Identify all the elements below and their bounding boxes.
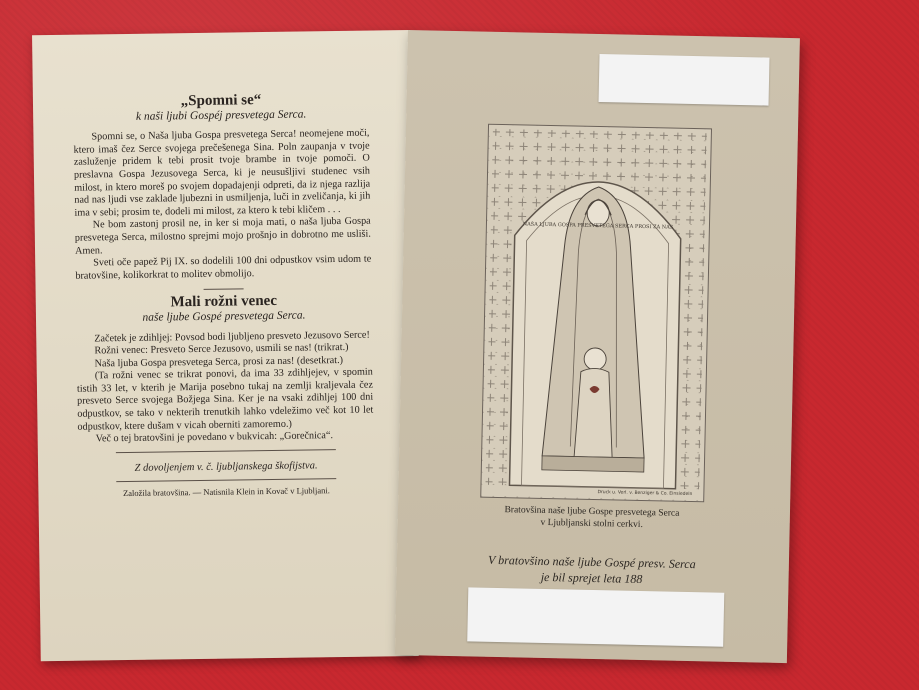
left-page-text <box>73 93 375 501</box>
rosary-subtitle: naše ljube Gospé presvetega Serca. <box>142 309 306 324</box>
prayer-subtitle: k naši ljubi Gospéj presvetega Serca. <box>135 108 307 123</box>
engraving-caption <box>478 504 706 533</box>
rosary-paragraph-4: (Ta rožni venec se trikrat ponovi, da ima 33 zdihljejev, v spomin tistih 33 let, v kterih je Marija posebno tukaj na zemlji kraljevala čez presveto Serce svojega Božjega Sina. Ker je na vsaki zdihljej 100 dni odpustkov, se tako v nekterih trenutkih lahko vdeležimo več kot 10 let odpustkov, ktere dušam v vicah oberniti zamoremo.) <box>76 366 374 433</box>
caption-line-2: v Ljubljanski stolni cerkvi. <box>540 517 643 531</box>
prayer-title: „Spomni se“ <box>180 92 262 110</box>
right-page <box>395 30 800 663</box>
cert-line-1: V bratovšino naše ljube Gospé presv. Serca <box>487 552 696 572</box>
prayer-paragraph-3: Sveti oče papež Pij IX. so dodelili 100 dni odpustkov vsim udom te bratovšine, kolikorkrat to molitev obmolijo. <box>75 253 372 282</box>
rosary-paragraph-2: Rožni venec: Presveto Serce Jezusovo, usmili se nas! (trikrat.) <box>94 341 349 357</box>
madonna-engraving <box>480 124 712 503</box>
left-page <box>32 30 419 661</box>
rosary-paragraph-5: Več o tej bratovšini je povedano v bukvicah: „Gorečnica“. <box>95 430 334 445</box>
approval-rule <box>116 449 336 453</box>
rosary-paragraph-1: Začetek je zdihljej: Povsod bodi ljubljeno presveto Jezusovo Serce! <box>94 329 370 344</box>
halo-text: NAŠA LJUBA GOSPA PRESVETEGA SERCA PROSI ZA NAS <box>522 221 674 231</box>
cert-line-2: je bil sprejet leta 188 <box>540 569 643 587</box>
caption-line-1: Bratovšina naše ljube Gospe presvetega Serca <box>504 505 680 519</box>
rosary-paragraph-3: Naša ljuba Gospa presvetega Serca, prosi za nas! (desetkrat.) <box>94 354 344 370</box>
membership-certificate <box>446 551 737 589</box>
publisher-rule <box>116 479 336 483</box>
publisher-line: Založila bratovšina. — Natisnila Klein in Kovač v Ljubljani. <box>122 485 330 499</box>
approval-note: Z dovoljenjem v. č. ljubljanskega škofijstva. <box>134 460 318 474</box>
madonna-illustration-icon <box>481 125 711 502</box>
rosary-title: Mali rožni venec <box>170 293 278 311</box>
bottom-white-label <box>467 587 724 646</box>
engraving-imprint: Druck u. Verl. v. Benziger & Co. Einsiedeln <box>597 490 693 498</box>
top-white-label <box>599 54 770 106</box>
prayer-paragraph-2: Ne bom zastonj prosil ne, in ker si moja mati, o naša ljuba Gospa presvetega Serca, milostno sprejmi mojo prošnjo in dobrotno me usliši. Amen. <box>74 215 371 257</box>
section-divider <box>204 289 244 291</box>
prayer-paragraph-1: Spomni se, o Naša ljuba Gospa presvetega Serca! neomejene moči, ktero imaš čez Serce svojega prečešenega Sina. Poln zaupanja v tvoje zasluženje pridem k tebi prosit tvoje brambe in tvoje pomoči. O preslavna Gospa Jezusovega Serca, ki je neusušljivi studenec vsih milost, in ktero moreš po svojem dopadajenji odpreti, da iz njega razlija nad nas ljudi vse zaklade ljubezni in usmiljenja, luči in zveličanja, ki jih ima v sebi; prosim te, dodeli mi milost, za ktero k tebi kličem . . . <box>73 127 371 219</box>
